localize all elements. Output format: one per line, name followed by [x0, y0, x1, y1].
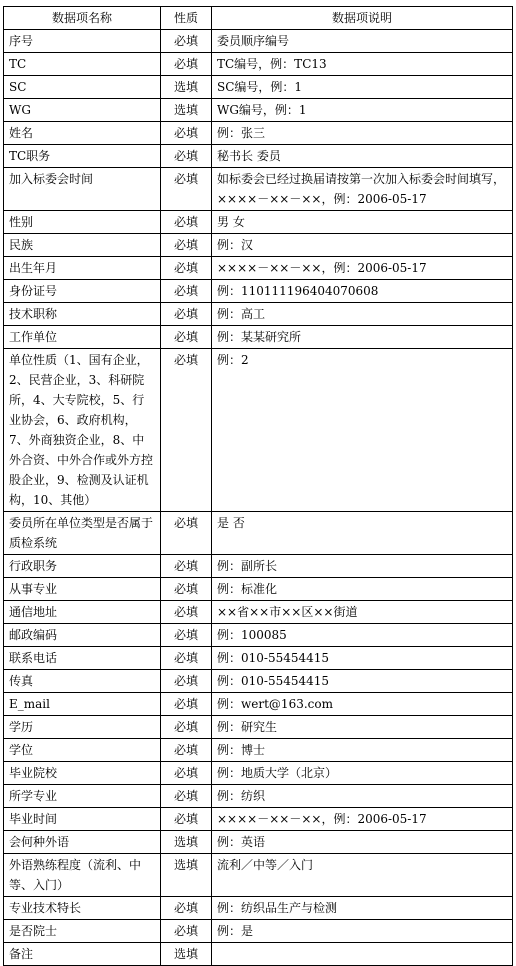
item-type-cell: 选填 — [161, 943, 212, 966]
item-description-cell: WG编号，例：1 — [212, 99, 513, 122]
item-description-cell: 例：100085 — [212, 624, 513, 647]
item-name-cell: 是否院士 — [4, 920, 161, 943]
item-name-cell: TC — [4, 53, 161, 76]
item-description-cell: 例：地质大学（北京） — [212, 762, 513, 785]
item-type-cell: 必填 — [161, 716, 212, 739]
item-type-cell: 必填 — [161, 349, 212, 512]
table-row — [4, 762, 513, 785]
table-row — [4, 76, 513, 99]
table-body — [4, 30, 513, 966]
table-row — [4, 647, 513, 670]
item-description-cell: 例：010-55454415 — [212, 670, 513, 693]
item-type-cell: 必填 — [161, 670, 212, 693]
item-description-cell: 委员顺序编号 — [212, 30, 513, 53]
table-row — [4, 693, 513, 716]
data-item-table — [3, 6, 513, 966]
item-type-cell: 选填 — [161, 854, 212, 897]
item-description-cell — [212, 943, 513, 966]
table-row — [4, 555, 513, 578]
table-row — [4, 808, 513, 831]
table-row — [4, 234, 513, 257]
item-description-cell: 例：某某研究所 — [212, 326, 513, 349]
item-name-cell: 所学专业 — [4, 785, 161, 808]
table-row — [4, 739, 513, 762]
item-type-cell: 必填 — [161, 920, 212, 943]
table-row — [4, 99, 513, 122]
item-name-cell: 毕业院校 — [4, 762, 161, 785]
item-name-cell: 出生年月 — [4, 257, 161, 280]
item-description-cell: 秘书长 委员 — [212, 145, 513, 168]
item-description-cell: 例：汉 — [212, 234, 513, 257]
table-row — [4, 920, 513, 943]
item-name-cell: 会何种外语 — [4, 831, 161, 854]
item-type-cell: 必填 — [161, 785, 212, 808]
table-row — [4, 716, 513, 739]
item-type-cell: 必填 — [161, 234, 212, 257]
item-name-cell: TC职务 — [4, 145, 161, 168]
item-name-cell: E_mail — [4, 693, 161, 716]
item-name-cell: 外语熟练程度（流利、中等、入门） — [4, 854, 161, 897]
table-row — [4, 257, 513, 280]
item-type-cell: 必填 — [161, 326, 212, 349]
table-row — [4, 326, 513, 349]
item-name-cell: 工作单位 — [4, 326, 161, 349]
item-description-cell: SC编号，例：1 — [212, 76, 513, 99]
item-description-cell: 例：博士 — [212, 739, 513, 762]
item-description-cell: 如标委会已经过换届请按第一次加入标委会时间填写，××××－××－××，例：2006-05-17 — [212, 168, 513, 211]
item-description-cell: ××××－××－××，例：2006-05-17 — [212, 808, 513, 831]
item-name-cell: 从事专业 — [4, 578, 161, 601]
item-type-cell: 必填 — [161, 601, 212, 624]
table-row — [4, 601, 513, 624]
item-name-cell: WG — [4, 99, 161, 122]
item-name-cell: 邮政编码 — [4, 624, 161, 647]
item-type-cell: 必填 — [161, 168, 212, 211]
item-description-cell: ××省××市××区××街道 — [212, 601, 513, 624]
item-description-cell: 例：是 — [212, 920, 513, 943]
item-description-cell: 男 女 — [212, 211, 513, 234]
table-row — [4, 624, 513, 647]
item-name-cell: 身份证号 — [4, 280, 161, 303]
item-description-cell: 流利／中等／入门 — [212, 854, 513, 897]
item-type-cell: 必填 — [161, 897, 212, 920]
item-description-cell: 例：标准化 — [212, 578, 513, 601]
item-name-cell: 学历 — [4, 716, 161, 739]
table-row — [4, 897, 513, 920]
item-name-cell: 备注 — [4, 943, 161, 966]
item-description-cell: 例：010-55454415 — [212, 647, 513, 670]
item-type-cell: 必填 — [161, 257, 212, 280]
item-type-cell: 必填 — [161, 693, 212, 716]
item-name-cell: 专业技术特长 — [4, 897, 161, 920]
item-name-cell: SC — [4, 76, 161, 99]
table-row — [4, 303, 513, 326]
item-description-cell: ××××－××－××，例：2006-05-17 — [212, 257, 513, 280]
item-type-cell: 必填 — [161, 211, 212, 234]
item-description-cell: 例：纺织 — [212, 785, 513, 808]
item-name-cell: 联系电话 — [4, 647, 161, 670]
table-row — [4, 854, 513, 897]
item-type-cell: 必填 — [161, 512, 212, 555]
item-description-cell: 例：副所长 — [212, 555, 513, 578]
item-type-cell: 选填 — [161, 76, 212, 99]
item-name-cell: 传真 — [4, 670, 161, 693]
item-type-cell: 必填 — [161, 145, 212, 168]
item-description-cell: 例：wert@163.com — [212, 693, 513, 716]
header-item-name: 数据项名称 — [4, 7, 161, 30]
item-type-cell: 必填 — [161, 280, 212, 303]
item-name-cell: 行政职务 — [4, 555, 161, 578]
item-type-cell: 必填 — [161, 762, 212, 785]
table-row — [4, 349, 513, 512]
table-header-row — [4, 7, 513, 30]
table-row — [4, 211, 513, 234]
table-row — [4, 785, 513, 808]
item-type-cell: 必填 — [161, 53, 212, 76]
item-description-cell: 例：英语 — [212, 831, 513, 854]
table-row — [4, 670, 513, 693]
item-name-cell: 民族 — [4, 234, 161, 257]
item-type-cell: 选填 — [161, 99, 212, 122]
header-item-description: 数据项说明 — [212, 7, 513, 30]
item-name-cell: 毕业时间 — [4, 808, 161, 831]
item-description-cell: 例：纺织品生产与检测 — [212, 897, 513, 920]
item-name-cell: 学位 — [4, 739, 161, 762]
table-row — [4, 578, 513, 601]
item-name-cell: 单位性质（1、国有企业，2、民营企业，3、科研院所，4、大专院校，5、行业协会，6、政府机构，7、外商独资企业，8、中外合资、中外合作或外方控股企业，9、检测及认证机构，10、其他） — [4, 349, 161, 512]
table-row — [4, 122, 513, 145]
item-name-cell: 序号 — [4, 30, 161, 53]
header-item-type: 性质 — [161, 7, 212, 30]
item-description-cell: 例：张三 — [212, 122, 513, 145]
table-row — [4, 168, 513, 211]
table-row — [4, 145, 513, 168]
item-type-cell: 必填 — [161, 303, 212, 326]
item-name-cell: 委员所在单位类型是否属于质检系统 — [4, 512, 161, 555]
table-row — [4, 512, 513, 555]
item-type-cell: 必填 — [161, 30, 212, 53]
item-description-cell: 例：2 — [212, 349, 513, 512]
item-type-cell: 必填 — [161, 739, 212, 762]
item-name-cell: 姓名 — [4, 122, 161, 145]
item-type-cell: 必填 — [161, 555, 212, 578]
table-row — [4, 53, 513, 76]
item-type-cell: 必填 — [161, 624, 212, 647]
item-description-cell: TC编号，例：TC13 — [212, 53, 513, 76]
item-name-cell: 加入标委会时间 — [4, 168, 161, 211]
table-row — [4, 280, 513, 303]
table-row — [4, 943, 513, 966]
item-description-cell: 例：110111196404070608 — [212, 280, 513, 303]
table-row — [4, 30, 513, 53]
item-name-cell: 技术职称 — [4, 303, 161, 326]
item-type-cell: 必填 — [161, 122, 212, 145]
item-type-cell: 必填 — [161, 647, 212, 670]
item-name-cell: 通信地址 — [4, 601, 161, 624]
table-row — [4, 831, 513, 854]
item-type-cell: 必填 — [161, 808, 212, 831]
item-type-cell: 必填 — [161, 578, 212, 601]
item-description-cell: 是 否 — [212, 512, 513, 555]
item-name-cell: 性别 — [4, 211, 161, 234]
item-type-cell: 选填 — [161, 831, 212, 854]
item-description-cell: 例：研究生 — [212, 716, 513, 739]
item-description-cell: 例：高工 — [212, 303, 513, 326]
